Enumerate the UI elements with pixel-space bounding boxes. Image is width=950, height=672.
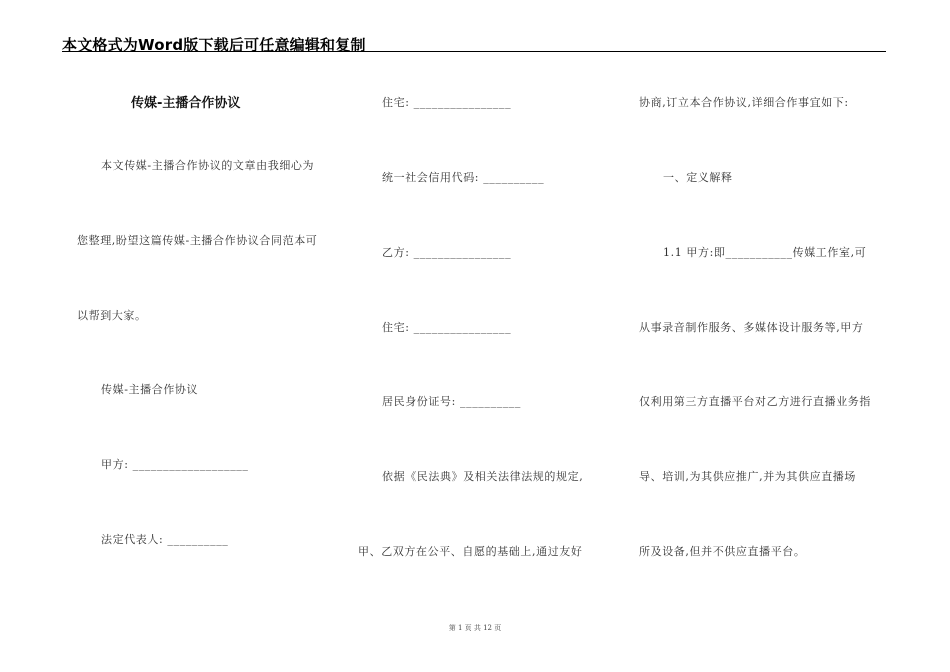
header-title: 本文格式为Word版下载后可任意编辑和复制 [62, 36, 366, 54]
text-line: 一、定义解释 [663, 171, 733, 184]
text-line: 您整理,盼望这篇传媒-主播合作协议合同范本可 [77, 234, 318, 247]
text-line: 居民身份证号: __________ [382, 395, 522, 408]
text-line: 以帮到大家。 [77, 309, 147, 322]
text-line: 法定代表人: __________ [101, 533, 229, 546]
text-line: 甲、乙双方在公平、自愿的基础上,通过友好 [358, 545, 583, 558]
text-line: 传媒-主播合作协议 [101, 383, 199, 396]
text-line: 协商,订立本合作协议,详细合作事宜如下: [639, 96, 849, 109]
text-line: 所及设备,但并不供应直播平台。 [639, 545, 806, 558]
text-line: 住宅: ________________ [382, 321, 512, 334]
header-divider [62, 51, 886, 52]
text-line: 本文传媒-主播合作协议的文章由我细心为 [101, 159, 315, 172]
text-line: 1.1 甲方:即___________传媒工作室,可 [663, 246, 867, 259]
document-title: 传媒-主播合作协议 [131, 96, 241, 111]
text-line: 依据《民法典》及相关法律法规的规定, [382, 470, 584, 483]
text-line: 仅利用第三方直播平台对乙方进行直播业务指 [639, 395, 871, 408]
text-line: 乙方: ________________ [382, 246, 512, 259]
text-line: 甲方: ___________________ [101, 458, 249, 471]
text-line: 从事录音制作服务、多媒体设计服务等,甲方 [639, 321, 864, 334]
text-line: 统一社会信用代码: __________ [382, 171, 545, 184]
text-line: 住宅: ________________ [382, 96, 512, 109]
page-number: 第 1 页 共 12 页 [448, 624, 502, 632]
text-line: 导、培训,为其供应推广,并为其供应直播场 [639, 470, 856, 483]
